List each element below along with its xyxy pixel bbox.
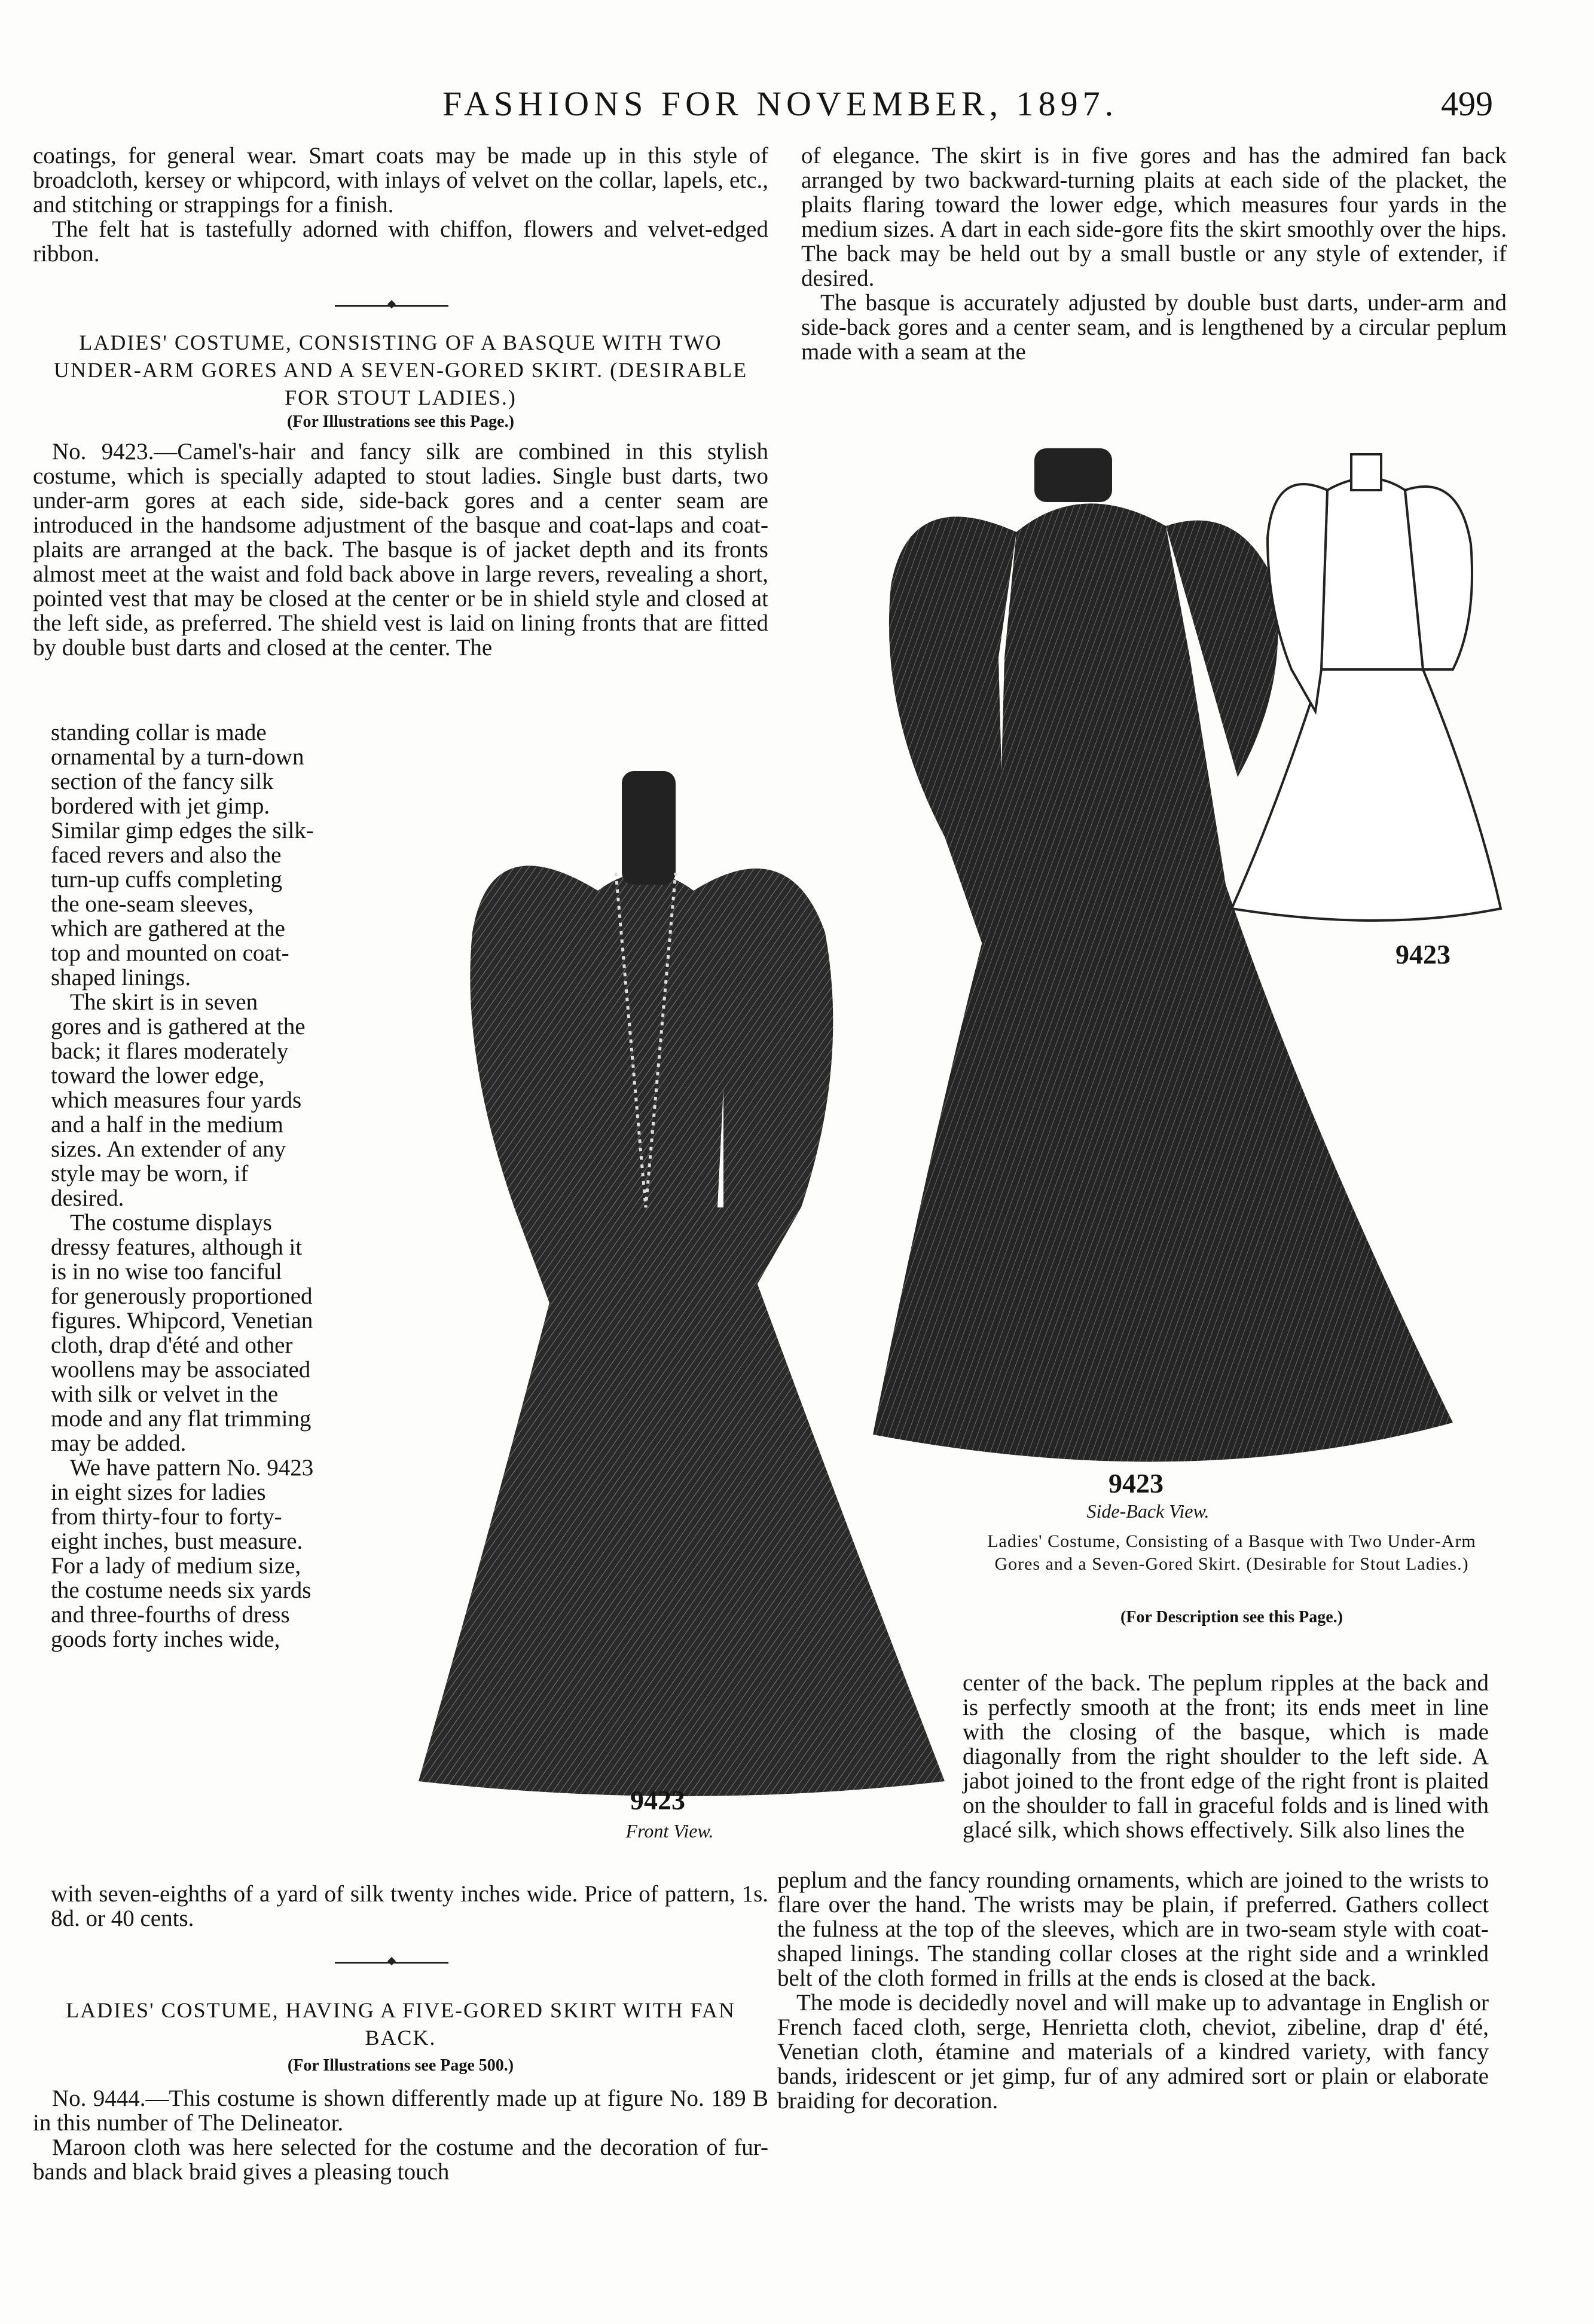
article-1-narrow-paragraph-1: standing collar is made ornamental by a turn-down section of the fancy silk bordered with jet gimp. Similar gimp edges the silk-faced revers and also the turn-up cuffs completing the one-seam sleeves, which are gathered at the top and mounted on coat-shaped linings.: [51, 720, 314, 990]
figure-caption: Ladies' Costume, Consisting of a Basque with Two Under-Arm Gores and a Seven-Gored Skirt. (Desirable for Stout Ladies.): [987, 1531, 1476, 1574]
side-back-figure-view: Side-Back View.: [1086, 1500, 1210, 1522]
right-bottom-wide-text: [777, 1868, 1489, 2113]
article-1-narrow-column: [51, 720, 314, 1652]
article-1-end-text: with seven-eighths of a yard of silk twenty inches wide. Price of pattern, 1s. 8d. or 40 cents.: [51, 1881, 768, 1931]
article-1-heading: LADIES' COSTUME, CONSISTING OF A BASQUE WITH TWO UNDER-ARM GORES AND A SEVEN-GORED SKIRT. (DESIRABLE FOR STOUT LADIES.): [53, 331, 748, 409]
intro-paragraph-2: The felt hat is tastefully adorned with chiffon, flowers and velvet-edged ribbon.: [33, 216, 768, 267]
page-number: 499: [1441, 84, 1493, 123]
section-divider-2: [335, 1962, 448, 1964]
article-1-narrow-paragraph-2: The skirt is in seven gores and is gathered at the back; it flares moderately toward the lower edge, which measures four yards and a half in the medium sizes. An extender of any style may be worn, if desired.: [51, 989, 306, 1211]
side-back-figure-number: 9423: [1109, 1468, 1164, 1499]
right-top-paragraph-1: of elegance. The skirt is in five gores and has the admired fan back arranged by two backward-turning plaits at each side of the placket, the plaits flaring toward the lower edge, which measures four yards in the medium sizes. A dart in each side-gore fits the skirt smoothly over the hips. The back may be held out by a small bustle or any style of extender, if desired.: [801, 143, 1507, 291]
intro-paragraph-1: coatings, for general wear. Smart coats may be made up in this style of broadcloth, kersey or whipcord, with inlays of velvet on the collar, lapels, etc., and stitching or strappings for a finish.: [33, 143, 768, 218]
article-2-illustration-ref: (For Illustrations see Page 500.): [287, 2056, 514, 2075]
running-title: FASHIONS FOR NOVEMBER, 1897.: [442, 84, 1119, 123]
right-bottom-paragraph-1-cont: peplum and the fancy rounding ornaments, which are joined to the wrists to flare over the hand. The wrists may be plain, if preferred. Gathers collect the fulness at the top of the sleeves, which are in two-seam style with coat-shaped linings. The standing collar closes at the right side and a wrinkled belt of the cloth formed in frills at the ends is closed at the back.: [777, 1867, 1489, 1991]
right-bottom-narrow-text: [963, 1671, 1489, 1842]
article-1-narrow-paragraph-4: We have pattern No. 9423 in eight sizes for ladies from thirty-four to forty-eight inches, bust measure. For a lady of medium size, the costume needs six yards and three-fourths of dress goods forty inches wide,: [51, 1455, 314, 1652]
article-1-illustration-ref: (For Illustrations see this Page.): [287, 412, 514, 431]
right-bottom-paragraph-1: center of the back. The peplum ripples at the back and is perfectly smooth at the front; its ends meet in line with the closing of the basque, which is made diagonally from the right shoulder to the left side. A jabot joined to the front edge of the right front is plaited on the shoulder to fall in graceful folds and is lined with glacé silk, which shows effectively. Silk also lines the: [963, 1670, 1489, 1843]
small-figure-number: 9423: [1395, 939, 1451, 970]
article-2-paragraph-2: Maroon cloth was here selected for the costume and the decoration of fur-bands and black braid gives a pleasing touch: [33, 2135, 768, 2185]
article-1-paragraph-1: [33, 439, 768, 660]
intro-text: [33, 143, 768, 266]
front-figure-number: 9423: [630, 1785, 685, 1815]
article-2-text: [33, 2086, 768, 2184]
page-header: [0, 84, 1594, 132]
section-divider: [335, 305, 448, 307]
right-top-text: [801, 143, 1507, 364]
article-2-paragraph-1: No. 9444.—This costume is shown differently made up at figure No. 189 B in this number of The Delineator.: [33, 2086, 768, 2136]
small-outline-illustration: [1226, 442, 1513, 932]
article-1-narrow-paragraph-3: The costume displays dressy features, although it is in no wise too fanciful for generously proportioned figures. Whipcord, Venetian cloth, drap d'été and other woollens may be associated with silk or velvet in the mode and any flat trimming may be added.: [51, 1210, 313, 1456]
article-2-heading: LADIES' COSTUME, HAVING A FIVE-GORED SKIRT WITH FAN BACK.: [66, 1998, 735, 2050]
right-top-paragraph-2: The basque is accurately adjusted by double bust darts, under-arm and side-back gores and a center seam, and is lengthened by a circular peplum made with a seam at the: [801, 290, 1507, 365]
figure-caption-ref: (For Description see this Page.): [1120, 1608, 1343, 1626]
article-1-end: [51, 1882, 768, 1931]
right-bottom-paragraph-2: The mode is decidedly novel and will make up to advantage in English or French faced cloth, serge, Henrietta cloth, cheviot, zibeline, drap d' été, Venetian cloth, étamine and materials of a kindred variety, with fancy bands, iridescent or jet gimp, fur of any admired sort or plain or elaborate braiding for decoration.: [777, 1990, 1489, 2114]
article-1-body: No. 9423.—Camel's-hair and fancy silk are combined in this stylish costume, which is specially adapted to stout ladies. Single bust darts, two under-arm gores at each side, side-back gores and a center seam are introduced in the handsome adjustment of the basque and coat-laps and coat-plaits are arranged at the back. The basque is of jacket depth and its fronts almost meet at the waist and fold back above in large revers, revealing a short, pointed vest that may be closed at the center or be in shield style and closed at the left side, as preferred. The shield vest is laid on lining fronts that are fitted by double bust darts and closed at the center. The: [33, 439, 768, 660]
front-figure-view: Front View.: [625, 1820, 714, 1842]
